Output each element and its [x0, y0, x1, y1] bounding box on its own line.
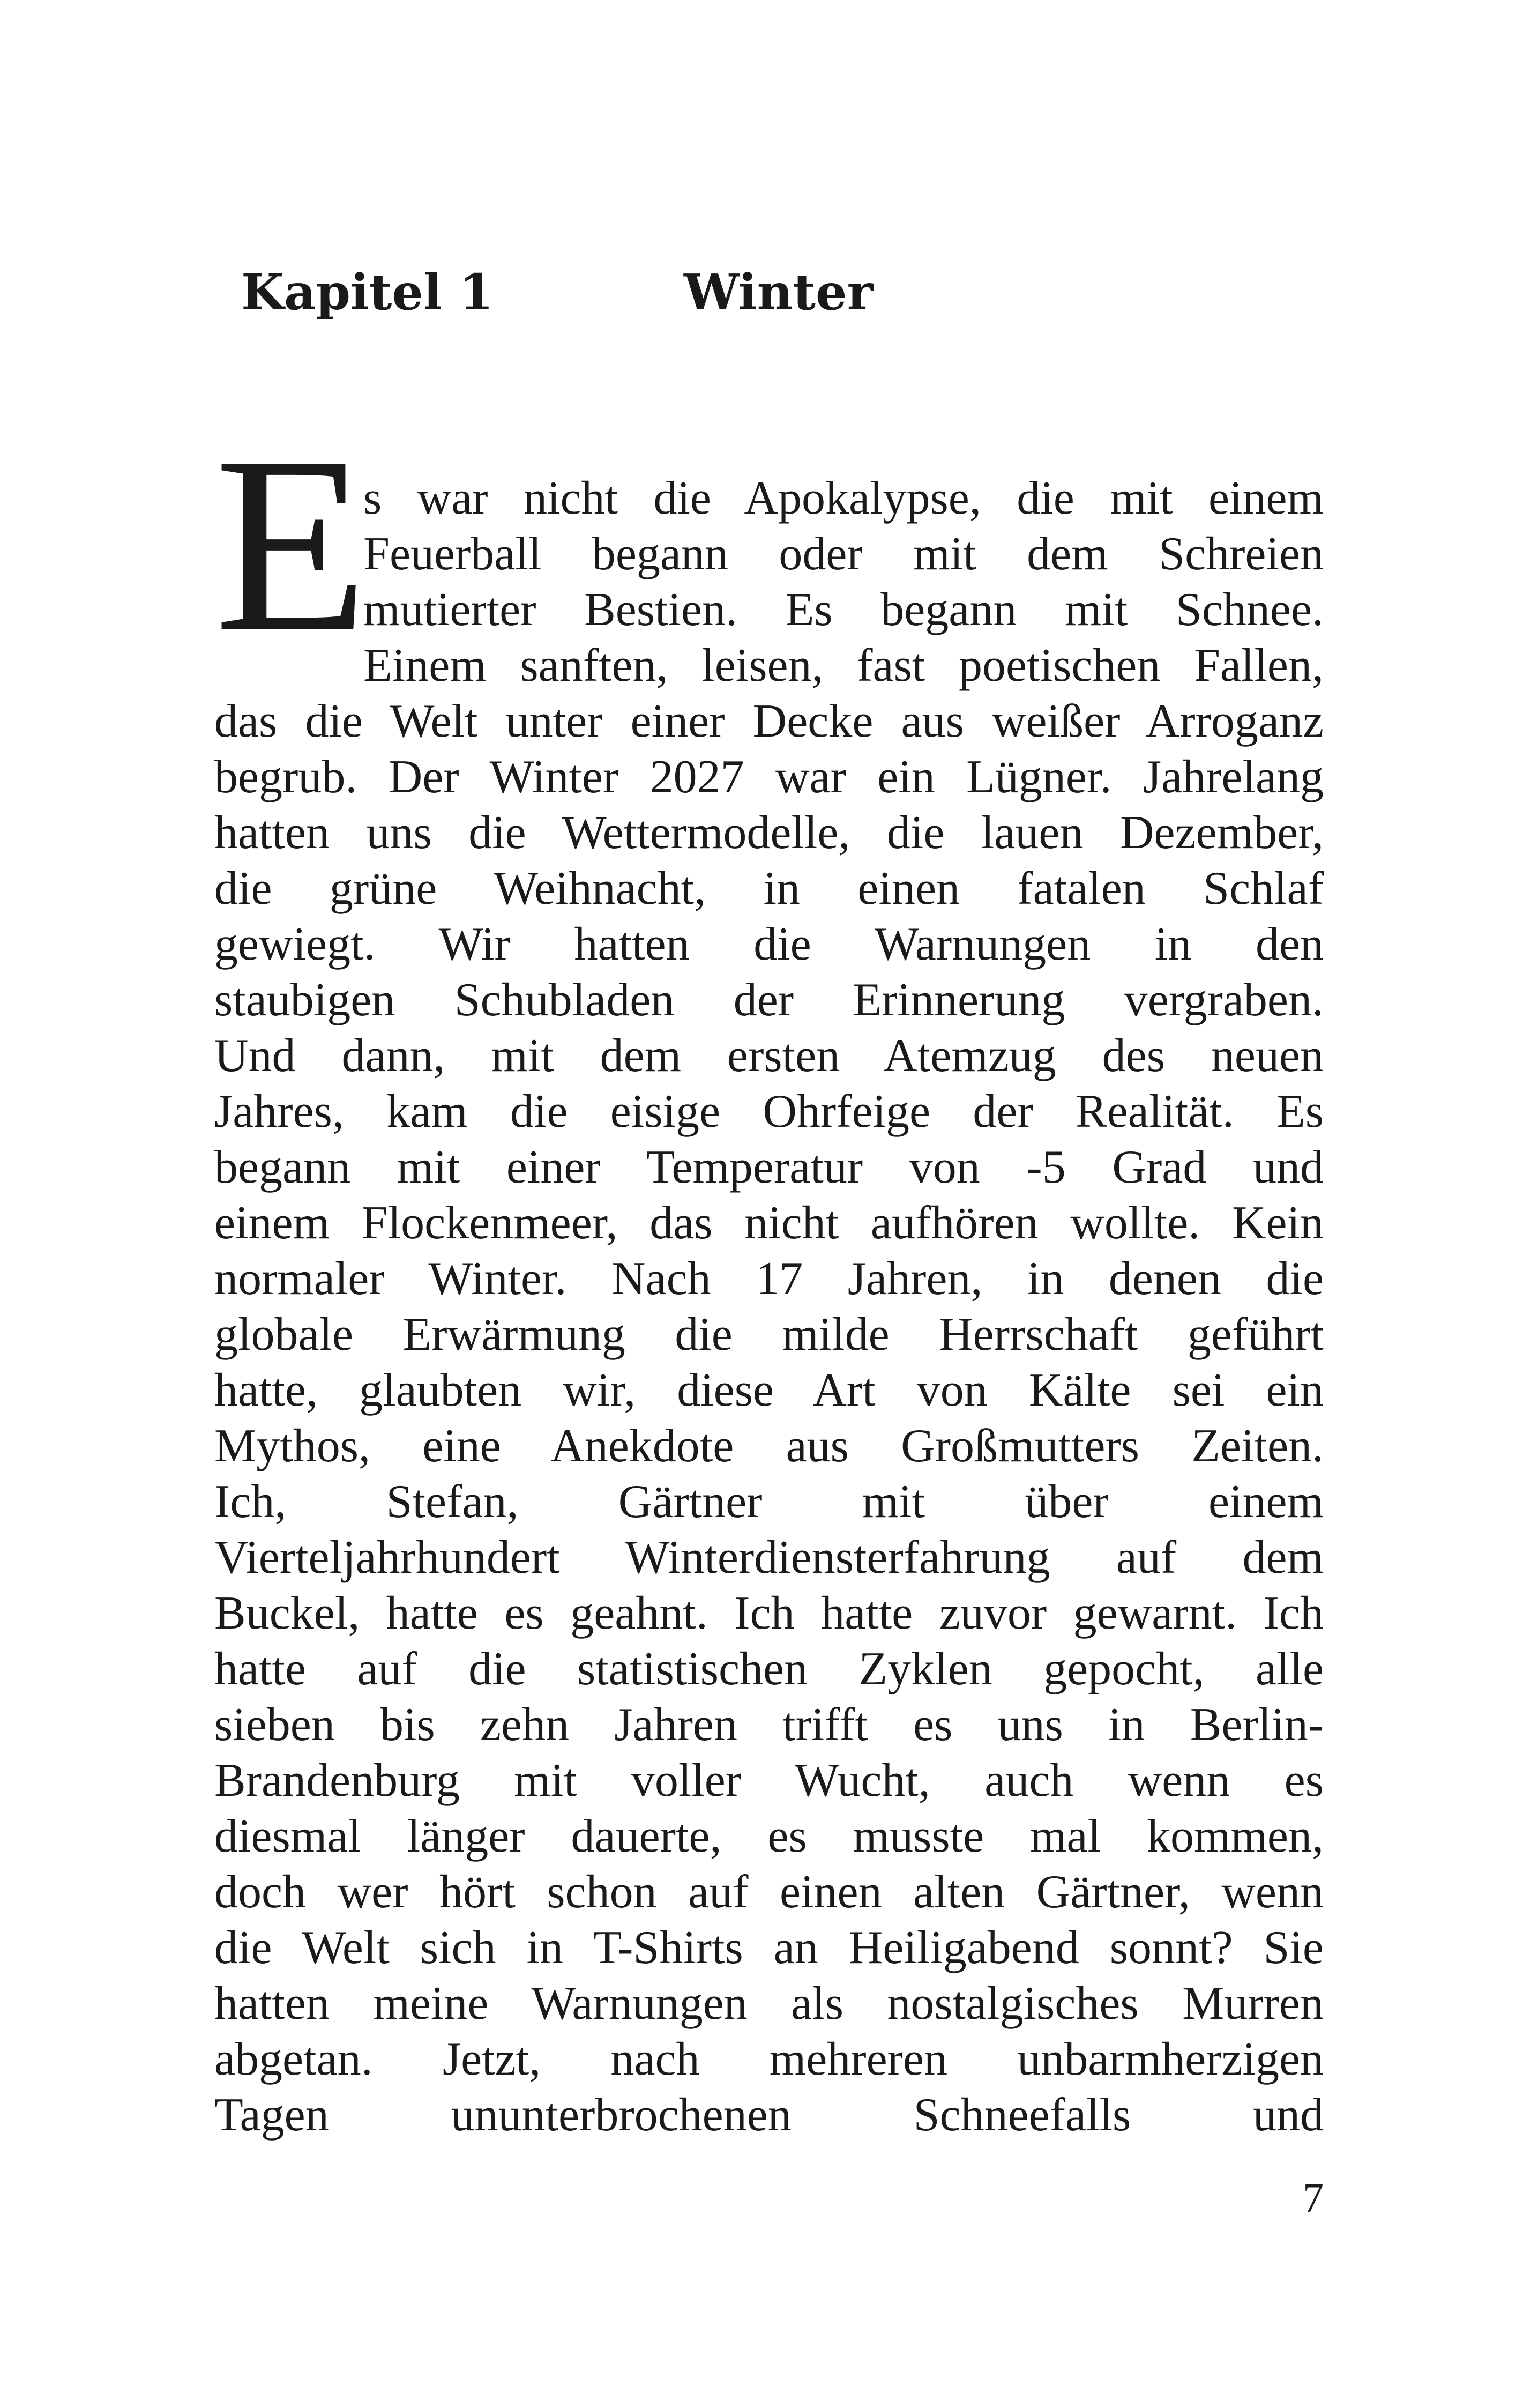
text-line: einem Flockenmeer, das nicht aufhören wollte. Kein — [214, 1197, 1324, 1249]
text-line: mutierter Bestien. Es begann mit Schnee. — [363, 584, 1324, 636]
text-line: Brandenburg mit voller Wucht, auch wenn es — [214, 1755, 1324, 1807]
text-line: begann mit einer Temperatur von -5 Grad und — [214, 1141, 1324, 1193]
text-line: globale Erwärmung die milde Herrschaft geführt — [214, 1309, 1324, 1361]
text-line: begrub. Der Winter 2027 war ein Lügner. Jahrelang — [214, 751, 1324, 803]
page-number: 7 — [1303, 2174, 1324, 2221]
text-line: Und dann, mit dem ersten Atemzug des neuen — [214, 1030, 1324, 1082]
text-line: abgetan. Jetzt, nach mehreren unbarmherzigen — [214, 2033, 1324, 2085]
text-line: Ich, Stefan, Gärtner mit über einem — [214, 1476, 1324, 1528]
text-line: s war nicht die Apokalypse, die mit einem — [363, 472, 1324, 524]
chapter-heading — [241, 255, 1313, 330]
text-line: Feuerball begann oder mit dem Schreien — [363, 528, 1324, 580]
text-line: staubigen Schubladen der Erinnerung vergraben. — [214, 974, 1324, 1026]
text-line: Tagen ununterbrochenen Schneefalls und — [214, 2089, 1324, 2141]
text-line: doch wer hört schon auf einen alten Gärtner, wenn — [214, 1866, 1324, 1918]
text-line: Vierteljahrhundert Winterdiensterfahrung auf dem — [214, 1532, 1324, 1584]
text-line: hatte auf die statistischen Zyklen gepocht, alle — [214, 1643, 1324, 1695]
text-line: sieben bis zehn Jahren trifft es uns in Berlin- — [214, 1699, 1324, 1751]
text-line: Einem sanften, leisen, fast poetischen Fallen, — [363, 640, 1324, 692]
text-line: die grüne Weihnacht, in einen fatalen Schlaf — [214, 863, 1324, 915]
drop-cap: E — [214, 404, 369, 683]
text-line: Mythos, eine Anekdote aus Großmutters Zeiten. — [214, 1420, 1324, 1472]
text-line: hatten meine Warnungen als nostalgisches Murren — [214, 1978, 1324, 2030]
text-line: die Welt sich in T-Shirts an Heiligabend sonnt? Sie — [214, 1922, 1324, 1974]
text-line: das die Welt unter einer Decke aus weißer Arroganz — [214, 695, 1324, 747]
text-line: hatte, glaubten wir, diese Art von Kälte sei ein — [214, 1364, 1324, 1416]
text-line: hatten uns die Wettermodelle, die lauen Dezember, — [214, 807, 1324, 859]
text-line: Jahres, kam die eisige Ohrfeige der Realität. Es — [214, 1086, 1324, 1138]
text-line: Buckel, hatte es geahnt. Ich hatte zuvor gewarnt. Ich — [214, 1587, 1324, 1639]
text-line: normaler Winter. Nach 17 Jahren, in denen die — [214, 1253, 1324, 1305]
text-line: diesmal länger dauerte, es musste mal kommen, — [214, 1810, 1324, 1862]
chapter-number: Kapitel 1 — [241, 263, 494, 321]
text-line: gewiegt. Wir hatten die Warnungen in den — [214, 918, 1324, 970]
chapter-title: Winter — [684, 263, 874, 321]
